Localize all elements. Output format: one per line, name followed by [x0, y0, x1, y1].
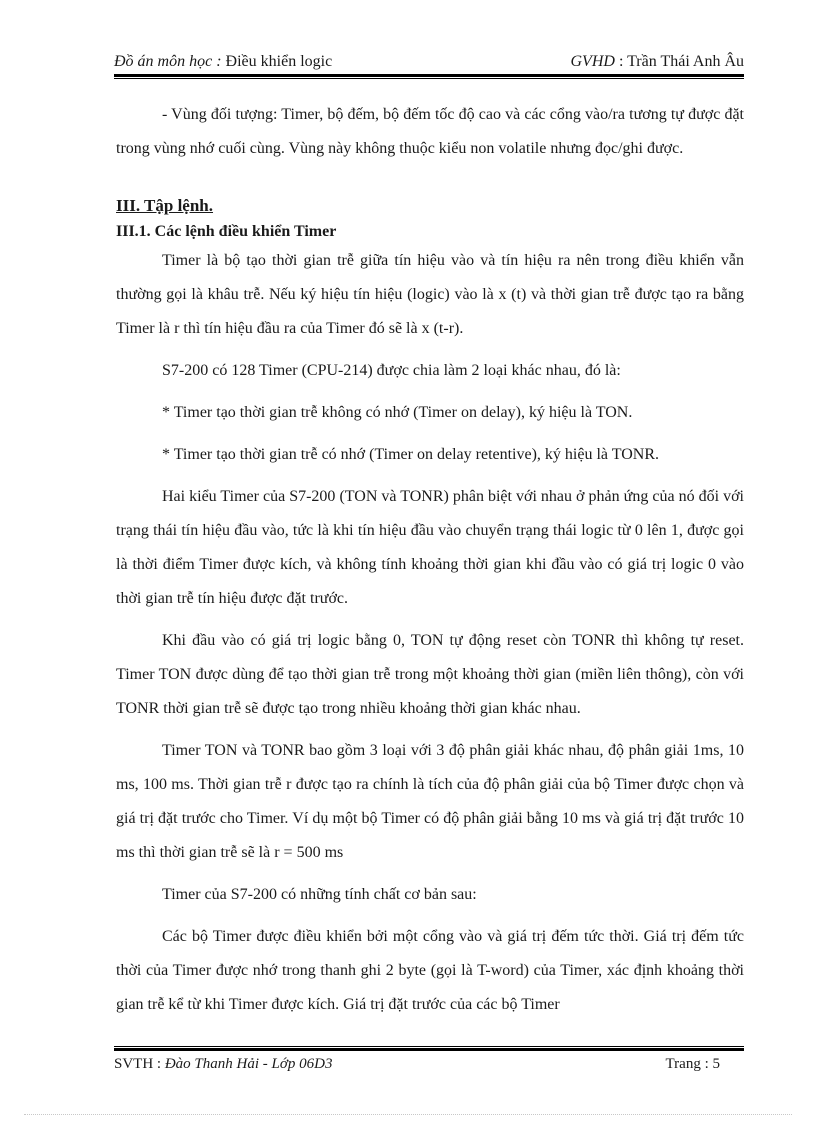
- page-number: Trang : 5: [665, 1056, 720, 1072]
- paragraph-properties: Timer của S7-200 có những tính chất cơ bản sau:: [162, 886, 477, 903]
- section-heading: III. Tập lệnh.: [116, 196, 214, 215]
- paragraph-timer-types: Hai kiểu Timer của S7-200 (TON và TONR) phân biệt với nhau ở phản ứng của nó đối với trạng thái tín hiệu đầu vào, tức là khi tín hiệu đầu vào chuyển trạng thái logic từ 0 lên 1, được gọi là thời điểm Timer được kích, và không tính khoảng thời gian khi đầu vào có giá trị logic 0 vào thời gian trễ tín hiệu được đặt trước.: [116, 488, 744, 607]
- footer-student-name: Đào Thanh Hải - Lớp 06D3: [164, 1056, 333, 1072]
- header-course-label: Đồ án môn học :: [114, 53, 222, 70]
- header-advisor-label: GVHD: [570, 53, 615, 70]
- header-rule-thin: [114, 78, 744, 79]
- paragraph-ton: * Timer tạo thời gian trễ không có nhớ (Timer on delay), ký hiệu là TON.: [162, 404, 633, 421]
- paragraph-counter-value: Các bộ Timer được điều khiển bởi một cổng vào và giá trị đếm tức thời. Giá trị đếm tức thời của Timer được nhớ trong thanh ghi 2 byte (gọi là T-word) của Timer, xác định khoảng thời gian trễ kể từ khi Timer được kích. Giá trị đặt trước của các bộ Timer: [116, 928, 744, 1013]
- footer-rule-thin: [114, 1046, 744, 1047]
- paragraph-object-area: - Vùng đối tượng: Timer, bộ đếm, bộ đếm tốc độ cao và các cổng vào/ra tương tự được đặt trong vùng nhớ cuối cùng. Vùng này không thuộc kiểu non volatile nhưng đọc/ghi được.: [116, 106, 744, 157]
- header-rule-thick: [114, 74, 744, 77]
- page-body: [116, 98, 744, 1022]
- header-left: [114, 52, 332, 72]
- header-course-name: Điều khiển logic: [221, 53, 333, 70]
- paragraph-timer-intro: Timer là bộ tạo thời gian trễ giữa tín hiệu vào và tín hiệu ra nên trong điều khiển vẫn thường gọi là khâu trễ. Nếu ký hiệu tín hiệu (logic) vào là x (t) và thời gian trễ được tạo ra bằng Timer là r thì tín hiệu đầu ra của Timer đó sẽ là x (t-r).: [116, 252, 744, 337]
- page-footer: [114, 1054, 744, 1076]
- header-right: [571, 52, 745, 72]
- paragraph-resolution: Timer TON và TONR bao gồm 3 loại với 3 độ phân giải khác nhau, độ phân giải 1ms, 10 ms, 100 ms. Thời gian trễ r được tạo ra chính là tích của độ phân giải của bộ Timer được chọn và giá trị đặt trước cho Timer. Ví dụ một bộ Timer có độ phân giải bằng 10 ms và giá trị đặt trước 10 ms thì thời gian trễ sẽ là r = 500 ms: [116, 742, 744, 861]
- footer-rule-thick: [114, 1048, 744, 1051]
- page-bottom-dotted-edge: [24, 1114, 792, 1115]
- subsection-heading: III.1. Các lệnh điều khiển Timer: [116, 223, 337, 240]
- footer-left: [114, 1054, 332, 1074]
- footer-student-label: SVTH :: [114, 1056, 165, 1072]
- paragraph-timer-count: S7-200 có 128 Timer (CPU-214) được chia làm 2 loại khác nhau, đó là:: [162, 362, 621, 379]
- header-advisor-name: : Trần Thái Anh Âu: [614, 53, 744, 70]
- paragraph-reset: Khi đầu vào có giá trị logic bằng 0, TON tự động reset còn TONR thì không tự reset. Timer TON được dùng để tạo thời gian trễ trong một khoảng thời gian (miền liên thông), còn với TONR thời gian trễ sẽ được tạo trong nhiều khoảng thời gian khác nhau.: [116, 632, 744, 717]
- paragraph-tonr: * Timer tạo thời gian trễ có nhớ (Timer on delay retentive), ký hiệu là TONR.: [162, 446, 659, 463]
